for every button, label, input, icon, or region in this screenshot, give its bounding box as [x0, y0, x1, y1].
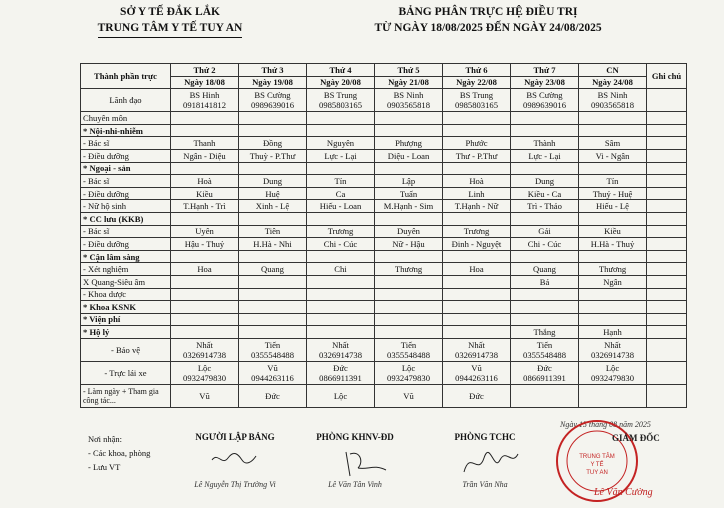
xray-ultrasound-label: X Quang-Siêu âm: [81, 275, 171, 288]
billing-cell: [511, 313, 579, 326]
empty-cell: [443, 250, 511, 263]
ngoai-doctor-cell: Dung: [511, 175, 579, 188]
cc-nurse-cell: Hậu - Thuỷ: [171, 238, 239, 251]
ksnk-cell: [511, 301, 579, 314]
svg-text:Y TẾ: Y TẾ: [590, 462, 604, 468]
leader-cell: [307, 89, 375, 112]
security-phone: 0326914738: [591, 349, 634, 360]
security-name: Nhất: [196, 339, 213, 350]
day-work-cell: Lộc: [307, 384, 375, 407]
day-work-cell: [511, 384, 579, 407]
xray-ultrasound-cell: [307, 275, 375, 288]
noi-nurse-cell: Diệu - Loan: [375, 149, 443, 162]
ksnk-label: * Khoa KSNK: [81, 301, 171, 314]
pharmacy-cell: [579, 288, 647, 301]
col-header-date: Ngày 21/08: [375, 76, 443, 89]
empty-cell: [171, 212, 239, 225]
note-cell: [647, 384, 687, 407]
col-header-weekday: Thứ 4: [307, 64, 375, 77]
ngoai-doctor-cell: Hoà: [443, 175, 511, 188]
cc-nurse-cell: H.Hà - Thuỷ: [579, 238, 647, 251]
note-cell: [647, 149, 687, 162]
noi-doctor-cell: Thành: [511, 137, 579, 150]
cc-doctor-cell: Gái: [511, 225, 579, 238]
day-work-cell: Vũ: [375, 384, 443, 407]
note-cell: [647, 175, 687, 188]
billing-cell: [171, 313, 239, 326]
document-title: BẢNG PHÂN TRỰC HỆ ĐIỀU TRỊ: [398, 6, 578, 18]
driver-phone: 0932479830: [183, 372, 226, 383]
recipients-title: Nơi nhận:: [88, 434, 123, 444]
lab-test-cell: Quang: [511, 263, 579, 276]
lab-test-cell: Quang: [239, 263, 307, 276]
dept-name: SỞ Y TẾ ĐẮK LẮK: [120, 6, 220, 18]
col-header-weekday: Thứ 6: [443, 64, 511, 77]
note-cell: [647, 288, 687, 301]
lab-test-cell: Chi: [307, 263, 375, 276]
empty-cell: [443, 212, 511, 225]
ngoai-midwife-cell: Xinh - Lệ: [239, 200, 307, 213]
note-cell: [647, 238, 687, 251]
cc-nurse-cell: Chi - Cúc: [511, 238, 579, 251]
empty-cell: [647, 250, 687, 263]
cc-doctor-cell: Kiều: [579, 225, 647, 238]
driver-cell: [239, 361, 307, 384]
leader-phone: 0918141812: [183, 100, 226, 111]
col-header-date: Ngày 23/08: [511, 76, 579, 89]
cc-doctor-cell: Duyên: [375, 225, 443, 238]
svg-text:TRUNG TÂM: TRUNG TÂM: [579, 454, 615, 460]
billing-label: * Viện phí: [81, 313, 171, 326]
chuyen-mon-heading-cell: [239, 112, 307, 125]
note-cell: [647, 187, 687, 200]
empty-cell: [307, 212, 375, 225]
noi-nurse-cell: Thuỳ - P.Thư: [239, 149, 307, 162]
empty-cell: [579, 212, 647, 225]
note-cell: [647, 326, 687, 339]
ngoai-doctor-cell: Hoà: [171, 175, 239, 188]
empty-cell: [579, 250, 647, 263]
ksnk-cell: [307, 301, 375, 314]
col-header-weekday: CN: [579, 64, 647, 77]
ngoai-midwife-cell: Hiếu - Loan: [307, 200, 375, 213]
empty-cell: [443, 124, 511, 137]
security-phone: 0326914738: [455, 349, 498, 360]
cc-nurse-cell: Nữ - Hậu: [375, 238, 443, 251]
empty-cell: [239, 212, 307, 225]
security-cell: [511, 338, 579, 361]
leader-name: BS Ninh: [597, 90, 628, 101]
note-cell: [647, 361, 687, 384]
note-cell: [647, 225, 687, 238]
leader-phone: 0989639016: [523, 100, 566, 111]
ksnk-cell: [171, 301, 239, 314]
col-header-date: Ngày 20/08: [307, 76, 375, 89]
chuyen-mon-heading-label: Chuyên môn: [81, 112, 171, 125]
noi-doctor-cell: Phượng: [375, 137, 443, 150]
note-cell: [647, 137, 687, 150]
leader-name: BS Cường: [526, 90, 563, 101]
ngoai-midwife-cell: M.Hạnh - Sim: [375, 200, 443, 213]
driver-name: Lộc: [197, 362, 212, 373]
driver-phone: 0866911391: [523, 372, 566, 383]
section-noi-nhi-nhiem: * Nội-nhi-nhiễm: [81, 124, 171, 137]
ngoai-midwife-cell: T.Hạnh - Trì: [171, 200, 239, 213]
noi-doctor-cell: Đồng: [239, 137, 307, 150]
security-cell: [171, 338, 239, 361]
noi-nurse-cell: Thư - P.Thư: [443, 149, 511, 162]
tchc-name: Trần Văn Nha: [462, 480, 508, 489]
leader-name: BS Hinh: [189, 90, 220, 101]
driver-name: Đức: [537, 362, 552, 373]
recipients: [88, 432, 150, 474]
empty-cell: [375, 212, 443, 225]
ksnk-cell: [375, 301, 443, 314]
empty-cell: [511, 162, 579, 175]
ksnk-cell: [579, 301, 647, 314]
chuyen-mon-heading-cell: [307, 112, 375, 125]
cc-nurse-label: - Điều dưỡng: [81, 238, 171, 251]
driver-cell: [443, 361, 511, 384]
empty-cell: [647, 212, 687, 225]
leader-phone: 0985803165: [319, 100, 362, 111]
billing-cell: [239, 313, 307, 326]
xray-ultrasound-cell: [375, 275, 443, 288]
cc-doctor-label: - Bác sĩ: [81, 225, 171, 238]
maker-name: Lê Nguyễn Thị Trường Vi: [194, 480, 276, 489]
chuyen-mon-heading-cell: [171, 112, 239, 125]
pharmacy-cell: [307, 288, 375, 301]
driver-name: Lộc: [401, 362, 416, 373]
cc-doctor-cell: Trương: [307, 225, 375, 238]
tchc-signature-block: [430, 432, 540, 502]
note-cell: [647, 263, 687, 276]
empty-cell: [647, 124, 687, 137]
empty-cell: [375, 162, 443, 175]
driver-cell: [375, 361, 443, 384]
day-work-cell: [579, 384, 647, 407]
security-cell: [307, 338, 375, 361]
leader-phone: 0903565818: [387, 100, 430, 111]
cc-nurse-cell: H.Hà - Nhi: [239, 238, 307, 251]
xray-ultrasound-cell: [239, 275, 307, 288]
note-cell: [647, 313, 687, 326]
leader-name: BS Ninh: [393, 90, 424, 101]
pharmacy-label: - Khoa dược: [81, 288, 171, 301]
cc-doctor-cell: Tiên: [239, 225, 307, 238]
noi-nurse-cell: Ngân - Diệu: [171, 149, 239, 162]
col-header-date: Ngày 22/08: [443, 76, 511, 89]
leader-phone: 0903565818: [591, 100, 634, 111]
noi-nurse-label: - Điều dưỡng: [81, 149, 171, 162]
maker-signature-block: [180, 432, 290, 502]
lab-test-cell: Thương: [579, 263, 647, 276]
security-label: - Bảo vệ: [81, 338, 171, 361]
maker-title: NGƯỜI LẬP BẢNG: [195, 432, 275, 442]
lab-test-cell: Hoa: [443, 263, 511, 276]
billing-cell: [579, 313, 647, 326]
cc-nurse-cell: Chi - Cúc: [307, 238, 375, 251]
driver-cell: [307, 361, 375, 384]
director-title: GIÁM ĐỐC: [612, 433, 660, 443]
orderly-cell: [443, 326, 511, 339]
note-cell: [647, 338, 687, 361]
chuyen-mon-heading-cell: [443, 112, 511, 125]
ngoai-nurse-label: - Điều dưỡng: [81, 187, 171, 200]
ngoai-doctor-cell: Tín: [579, 175, 647, 188]
orderly-cell: [171, 326, 239, 339]
empty-cell: [307, 124, 375, 137]
driver-label: - Trực lái xe: [81, 361, 171, 384]
pharmacy-cell: [239, 288, 307, 301]
security-name: Tiến: [264, 339, 281, 350]
xray-ultrasound-cell: [171, 275, 239, 288]
empty-cell: [647, 162, 687, 175]
ngoai-nurse-cell: Kiều: [171, 187, 239, 200]
empty-cell: [443, 162, 511, 175]
ngoai-nurse-cell: Ca: [307, 187, 375, 200]
header-title-block: [318, 4, 658, 36]
empty-cell: [171, 162, 239, 175]
empty-cell: [579, 162, 647, 175]
empty-cell: [579, 124, 647, 137]
xray-ultrasound-cell: [443, 275, 511, 288]
col-header-weekday: Thứ 7: [511, 64, 579, 77]
day-work-cell: Đức: [443, 384, 511, 407]
director-name: Lê Văn Cường: [594, 487, 653, 498]
ngoai-midwife-cell: T.Hạnh - Nữ: [443, 200, 511, 213]
noi-nurse-cell: Lực - Lại: [511, 149, 579, 162]
ngoai-midwife-cell: Hiếu - Lệ: [579, 200, 647, 213]
sign-date: Ngày 15 tháng 08 năm 2025: [560, 420, 651, 429]
noi-doctor-label: - Bác sĩ: [81, 137, 171, 150]
note-cell: [647, 275, 687, 288]
security-name: Nhất: [604, 339, 621, 350]
chuyen-mon-heading-cell: [511, 112, 579, 125]
leader-cell: [375, 89, 443, 112]
ngoai-doctor-cell: Tín: [307, 175, 375, 188]
security-cell: [443, 338, 511, 361]
col-header-weekday: Thứ 3: [239, 64, 307, 77]
ngoai-nurse-cell: Kiều - Ca: [511, 187, 579, 200]
col-header-date: Ngày 18/08: [171, 76, 239, 89]
security-phone: 0355548488: [387, 349, 430, 360]
recipient-item: - Các khoa, phòng: [88, 448, 151, 458]
empty-cell: [511, 212, 579, 225]
driver-phone: 0932479830: [591, 372, 634, 383]
chuyen-mon-heading-cell: [579, 112, 647, 125]
empty-cell: [511, 250, 579, 263]
ksnk-cell: [239, 301, 307, 314]
lab-test-label: - Xét nghiệm: [81, 263, 171, 276]
xray-ultrasound-cell: Bá: [511, 275, 579, 288]
security-cell: [239, 338, 307, 361]
leader-phone: 0989639016: [251, 100, 294, 111]
section-cc-luu: * CC lưu (KKB): [81, 212, 171, 225]
ngoai-doctor-label: - Bác sĩ: [81, 175, 171, 188]
ngoai-nurse-cell: Tuấn: [375, 187, 443, 200]
ngoai-midwife-cell: Trì - Thảo: [511, 200, 579, 213]
billing-cell: [443, 313, 511, 326]
leader-name: BS Trung: [323, 90, 358, 101]
leader-phone: 0985803165: [455, 100, 498, 111]
ngoai-nurse-cell: Huệ: [239, 187, 307, 200]
col-header-date: Ngày 19/08: [239, 76, 307, 89]
xray-ultrasound-cell: Ngân: [579, 275, 647, 288]
leader-name: BS Trung: [459, 90, 494, 101]
ngoai-doctor-cell: Dung: [239, 175, 307, 188]
driver-name: Đức: [333, 362, 348, 373]
recipient-item: - Lưu VT: [88, 462, 121, 472]
maker-signature: [208, 448, 258, 470]
driver-name: Vũ: [471, 362, 482, 373]
note-cell: [647, 301, 687, 314]
tchc-title: PHÒNG TCHC: [454, 432, 516, 442]
orderly-cell: [375, 326, 443, 339]
center-name: TRUNG TÂM Y TẾ TUY AN: [98, 20, 243, 38]
noi-doctor-cell: Nguyên: [307, 137, 375, 150]
svg-text:TUY AN: TUY AN: [586, 470, 608, 476]
note-cell: [647, 89, 687, 112]
pharmacy-cell: [443, 288, 511, 301]
driver-cell: [579, 361, 647, 384]
leader-cell: [511, 89, 579, 112]
empty-cell: [239, 250, 307, 263]
leader-cell: [239, 89, 307, 112]
empty-cell: [375, 250, 443, 263]
lab-test-cell: Hoa: [171, 263, 239, 276]
security-name: Nhất: [332, 339, 349, 350]
empty-cell: [171, 124, 239, 137]
note-cell: [647, 200, 687, 213]
document-period: TỪ NGÀY 18/08/2025 ĐẾN NGÀY 24/08/2025: [374, 22, 602, 34]
billing-cell: [375, 313, 443, 326]
col-header-weekday: Thứ 5: [375, 64, 443, 77]
billing-cell: [307, 313, 375, 326]
leader-cell: [171, 89, 239, 112]
empty-cell: [239, 162, 307, 175]
driver-name: Vũ: [267, 362, 278, 373]
security-cell: [579, 338, 647, 361]
leader-label: Lãnh đạo: [81, 89, 171, 112]
cc-doctor-cell: Uyên: [171, 225, 239, 238]
khnv-signature: [340, 446, 390, 480]
chuyen-mon-heading-cell: [375, 112, 443, 125]
empty-cell: [307, 162, 375, 175]
day-work-cell: Vũ: [171, 384, 239, 407]
noi-doctor-cell: Sâm: [579, 137, 647, 150]
driver-cell: [511, 361, 579, 384]
khnv-title: PHÒNG KHNV-ĐD: [316, 432, 394, 442]
security-name: Nhất: [468, 339, 485, 350]
leader-cell: [443, 89, 511, 112]
security-phone: 0326914738: [183, 349, 226, 360]
driver-phone: 0932479830: [387, 372, 430, 383]
security-phone: 0326914738: [319, 349, 362, 360]
cc-doctor-cell: Trương: [443, 225, 511, 238]
leader-name: BS Cường: [254, 90, 291, 101]
security-phone: 0355548488: [251, 349, 294, 360]
lab-test-cell: Thương: [375, 263, 443, 276]
pharmacy-cell: [511, 288, 579, 301]
col-header-weekday: Thứ 2: [171, 64, 239, 77]
security-cell: [375, 338, 443, 361]
driver-cell: [171, 361, 239, 384]
ksnk-cell: [443, 301, 511, 314]
ngoai-nurse-cell: Thuỷ - Huệ: [579, 187, 647, 200]
driver-name: Lộc: [605, 362, 620, 373]
empty-cell: [239, 124, 307, 137]
noi-doctor-cell: Thanh: [171, 137, 239, 150]
orderly-label: * Hộ lý: [81, 326, 171, 339]
noi-nurse-cell: Vi - Ngân: [579, 149, 647, 162]
orderly-cell: [239, 326, 307, 339]
note-cell: [647, 112, 687, 125]
ngoai-doctor-cell: Lập: [375, 175, 443, 188]
empty-cell: [375, 124, 443, 137]
empty-cell: [307, 250, 375, 263]
security-phone: 0355548488: [523, 349, 566, 360]
ngoai-nurse-cell: Linh: [443, 187, 511, 200]
leader-cell: [579, 89, 647, 112]
col-header-date: Ngày 24/08: [579, 76, 647, 89]
orderly-cell: Thắng: [511, 326, 579, 339]
pharmacy-cell: [375, 288, 443, 301]
driver-phone: 0944263116: [455, 372, 498, 383]
empty-cell: [171, 250, 239, 263]
pharmacy-cell: [171, 288, 239, 301]
section-can-lam-sang: * Cận lâm sàng: [81, 250, 171, 263]
driver-phone: 0944263116: [251, 372, 294, 383]
section-ngoai-san: * Ngoại - sản: [81, 162, 171, 175]
empty-cell: [511, 124, 579, 137]
khnv-name: Lê Văn Tân Vinh: [328, 480, 382, 489]
cc-nurse-cell: Đinh - Nguyệt: [443, 238, 511, 251]
security-name: Tiến: [400, 339, 417, 350]
orderly-cell: Hạnh: [579, 326, 647, 339]
orderly-cell: [307, 326, 375, 339]
tchc-signature: [460, 446, 520, 480]
driver-phone: 0866911391: [319, 372, 362, 383]
day-work-label: - Làm ngày + Tham gia công tác...: [81, 384, 171, 407]
security-name: Tiến: [536, 339, 553, 350]
khnv-signature-block: [300, 432, 410, 502]
noi-nurse-cell: Lực - Lại: [307, 149, 375, 162]
header-organization: [70, 4, 270, 38]
col-header-role: Thành phần trực: [81, 64, 171, 89]
ngoai-midwife-label: - Nữ hộ sinh: [81, 200, 171, 213]
duty-schedule-table: [80, 63, 687, 408]
col-header-note: Ghi chú: [647, 64, 687, 89]
day-work-cell: Đức: [239, 384, 307, 407]
noi-doctor-cell: Phước: [443, 137, 511, 150]
